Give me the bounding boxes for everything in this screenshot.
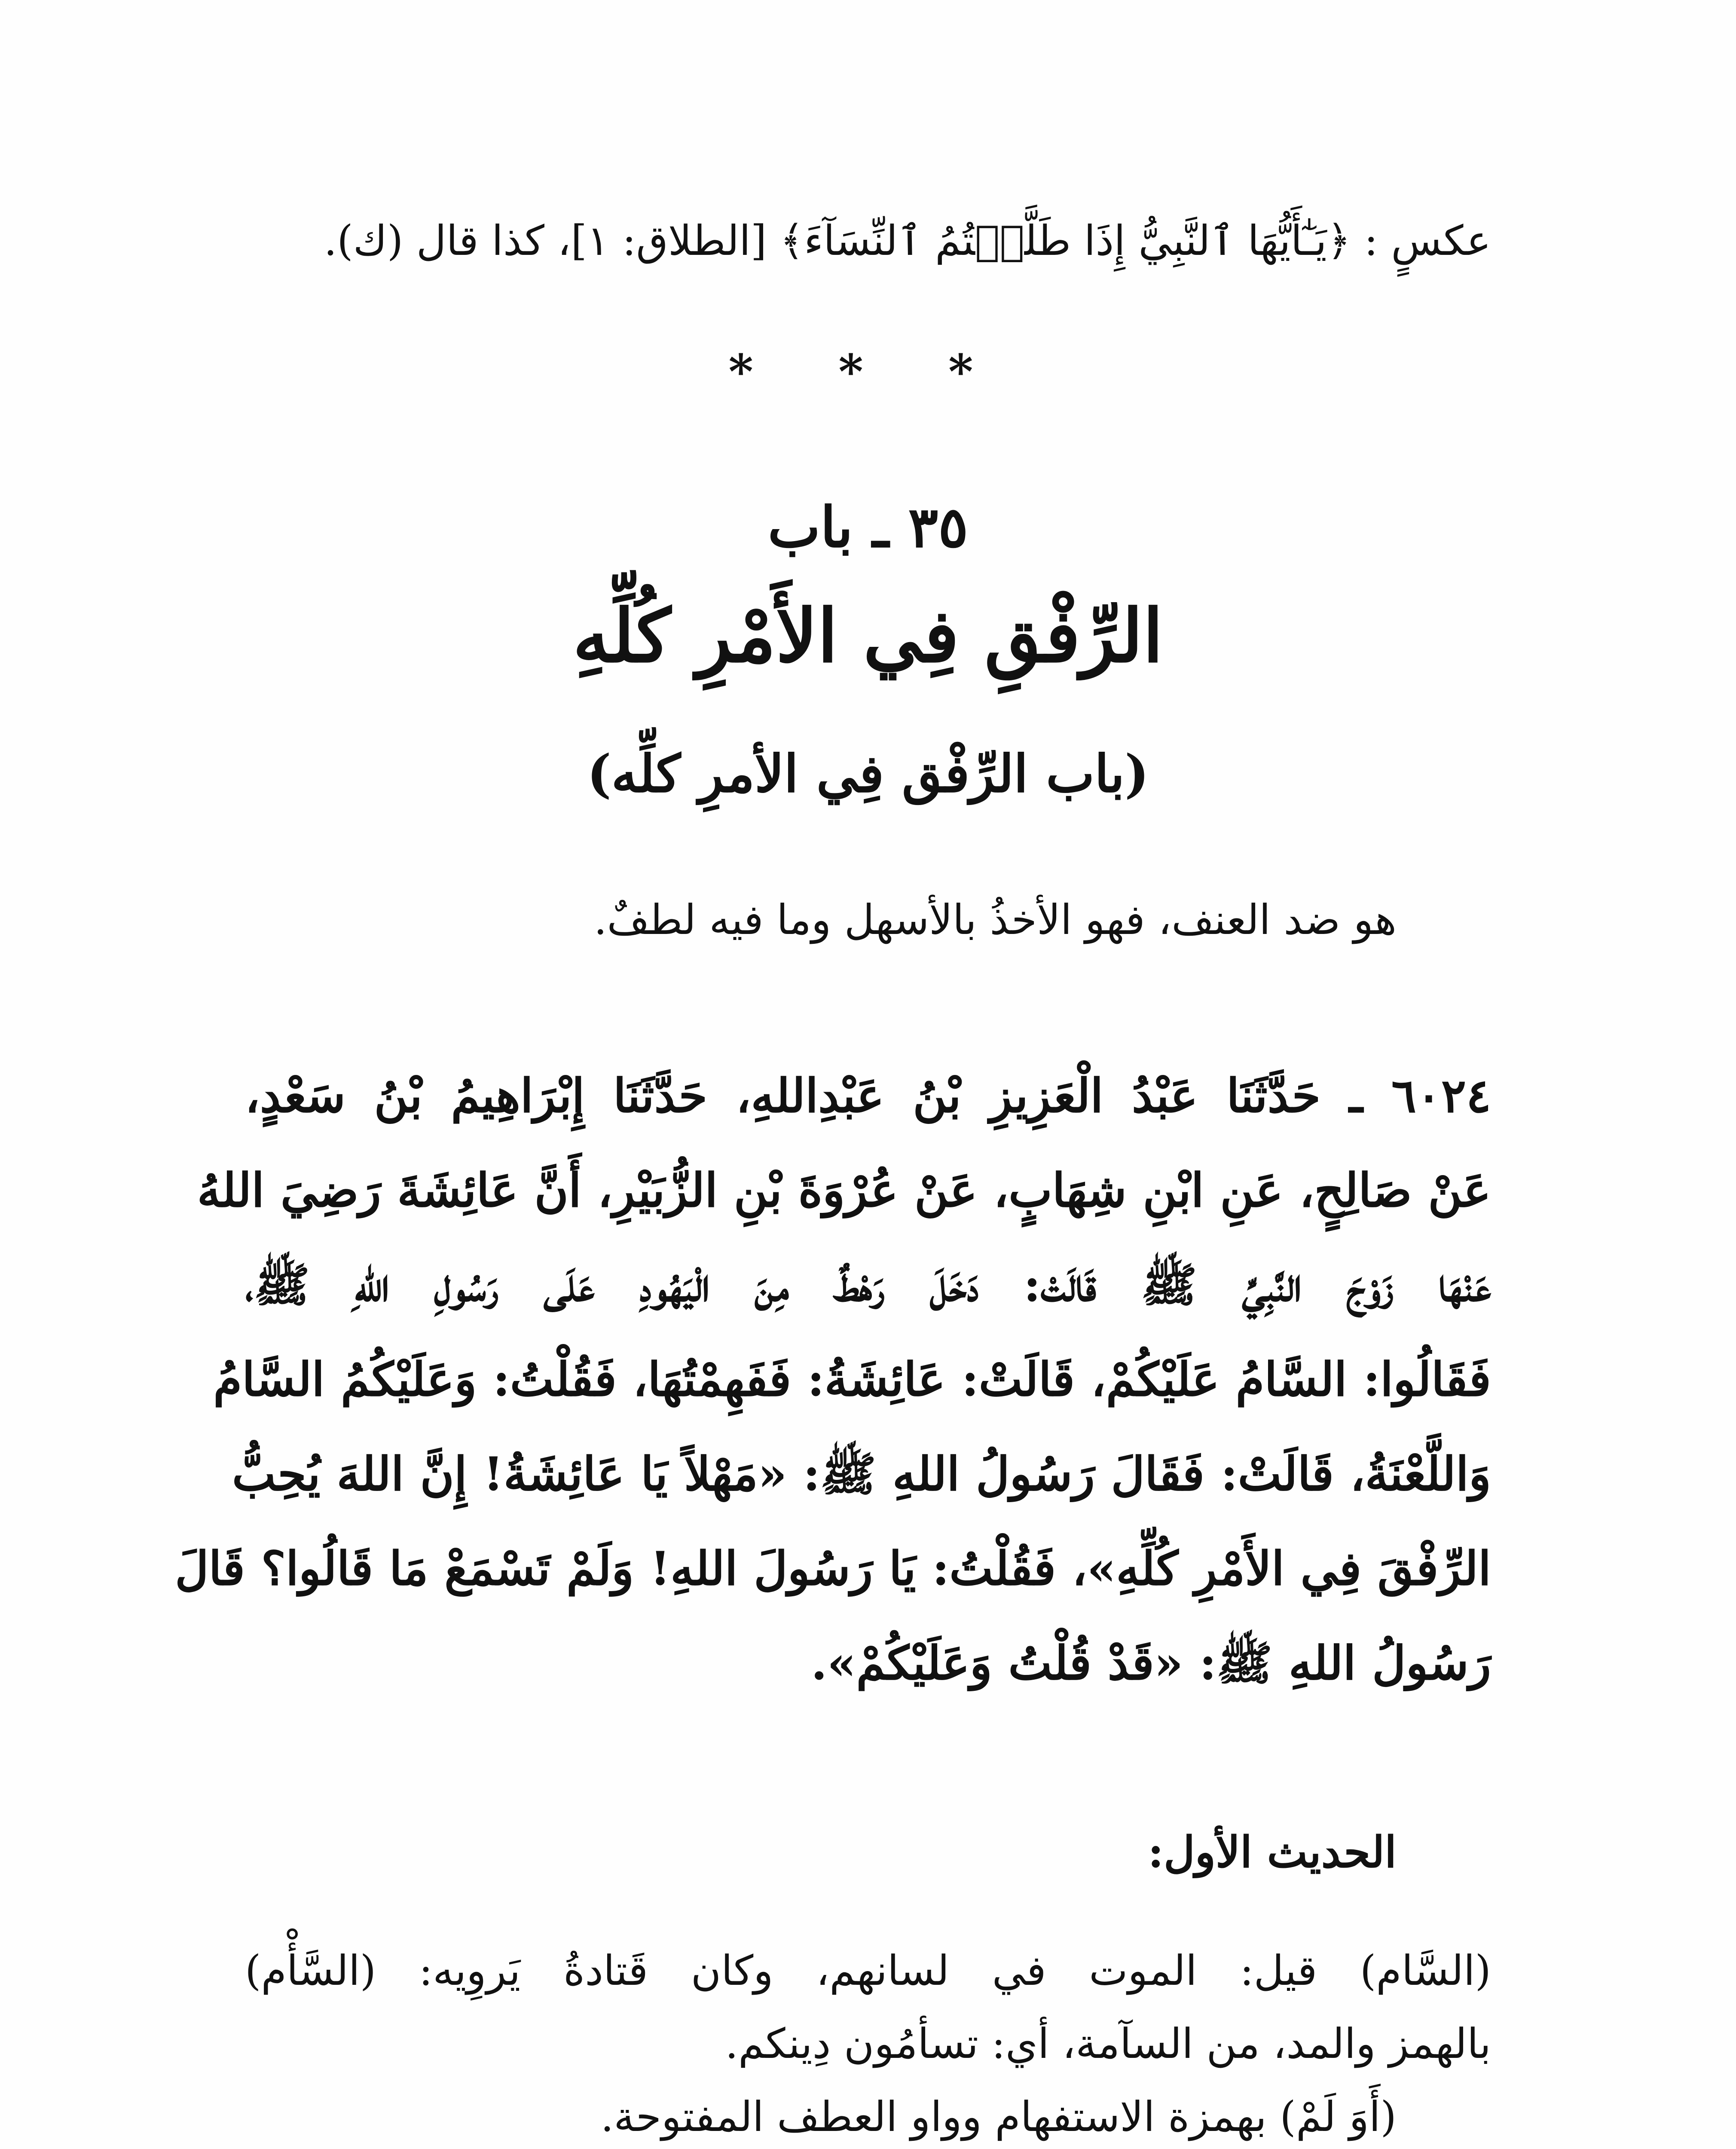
- hadith-line: الرِّفْقَ فِي الأَمْرِ كُلِّهِ»، فَقُلْتُ: يَا رَسُولَ اللهِ! وَلَمْ تَسْمَعْ مَا قَالُوا؟ قَالَ: [175, 1542, 1491, 1596]
- hadith-line: وَاللَّعْنَةُ، قَالَتْ: فَقَالَ رَسُولُ اللهِ ﷺ: «مَهْلاً يَا عَائِشَةُ! إِنَّ اللهَ يُحِبُّ: [232, 1447, 1491, 1501]
- chapter-subtitle: (باب الرِّفْق فِي الأمرِ كلِّه): [587, 744, 1149, 804]
- chapter-definition: هو ضد العنف، فهو الأخذُ بالأسهل وما فيه لطفٌ.: [593, 896, 1397, 944]
- previous-commentary-line: عكسٍ : ﴿يَـٰٓأَيُّهَا ٱلنَّبِيُّ إِذَا طَلَّقۡتُمُ ٱلنِّسَآءَ﴾ [الطلاق: ١]، كذا قال (ك).: [324, 217, 1491, 265]
- commentary-line: بالهمز والمد، من السآمة، أي: تسأمُون دِينكم.: [725, 2020, 1491, 2068]
- hadith-text: [175, 1049, 1491, 1711]
- hadith-line: عَنْهَا زَوْجَ النَّبِيِّ ﷺ قَالَتْ: دَخَلَ رَهْطٌ مِنَ الْيَهُودِ عَلَى رَسُولِ اللهِ ﷺ،: [245, 1258, 1491, 1312]
- section-heading: الحديث الأول:: [1148, 1827, 1397, 1877]
- chapter-title: الرِّفْقِ فِي الأَمْرِ كُلِّهِ: [573, 593, 1163, 679]
- hadith-line: رَسُولُ اللهِ ﷺ: «قَدْ قُلْتُ وَعَلَيْكُمْ».: [811, 1636, 1491, 1690]
- commentary-line: (السَّام) قيل: الموت في لسانهم، وكان قَتادةُ يَروِيه: (السَّأْم): [245, 1947, 1491, 1995]
- hadith-line: فَقَالُوا: السَّامُ عَلَيْكُمْ، قَالَتْ: عَائِشَةُ: فَفَهِمْتُهَا، فَقُلْتُ: وَعَلَيْكُمُ السَّامُ: [213, 1353, 1491, 1407]
- commentary-text: [245, 1934, 1491, 2149]
- hadith-line: ٦٠٢٤ ـ حَدَّثَنَا عَبْدُ الْعَزِيزِ بْنُ عَبْدِاللهِ، حَدَّثَنَا إِبْرَاهِيمُ بْنُ سَعْدٍ،: [245, 1069, 1491, 1123]
- hadith-line: عَنْ صَالِحٍ، عَنِ ابْنِ شِهَابٍ، عَنْ عُرْوَةَ بْنِ الزُّبَيْرِ، أَنَّ عَائِشَةَ رَضِيَ اللهُ: [197, 1163, 1491, 1218]
- chapter-number: ٣٥ ـ باب: [767, 494, 969, 560]
- commentary-line: (أَوَ لَمْ) بهمزة الاستفهام وواو العطف المفتوحة.: [600, 2093, 1397, 2141]
- section-separator: * * *: [728, 344, 1008, 399]
